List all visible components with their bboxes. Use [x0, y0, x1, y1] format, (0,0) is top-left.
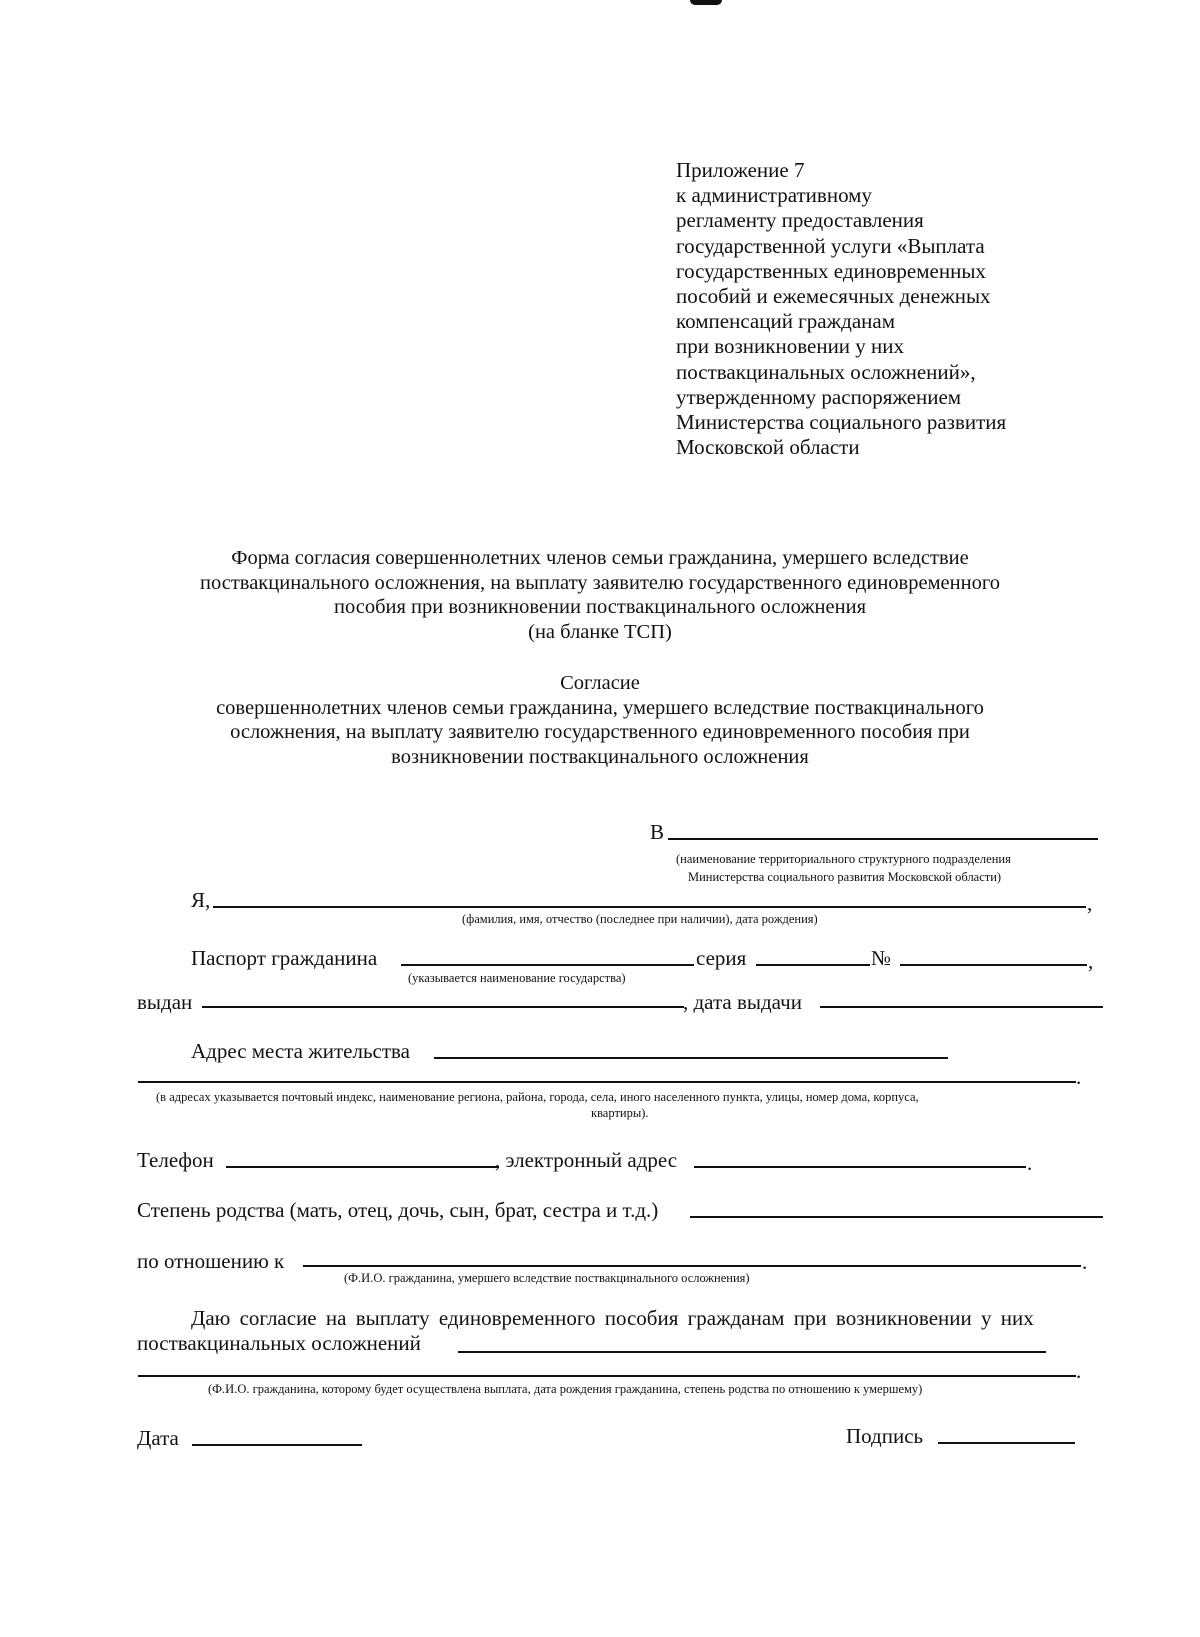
- appendix-line: государственной услуги «Выплата: [676, 233, 985, 258]
- address-end: .: [1076, 1065, 1082, 1089]
- appendix-line: регламенту предоставления: [676, 208, 924, 233]
- consent-title-line: совершеннолетних членов семьи гражданина, умершего вследствие поствакцинального: [216, 696, 984, 719]
- appendix-line: государственных единовременных: [676, 258, 986, 283]
- kinship-field[interactable]: [690, 1216, 1103, 1218]
- to-field[interactable]: [668, 838, 1098, 840]
- consent-title-line: возникновении поствакцинального осложнения: [391, 745, 809, 768]
- consent-text-2: поствакцинальных осложнений: [137, 1331, 421, 1355]
- passport-label: Паспорт гражданина: [191, 946, 378, 970]
- email-field[interactable]: [694, 1166, 1026, 1168]
- relation-hint: (Ф.И.О. гражданина, умершего вследствие поствакцинального осложнения): [344, 1271, 750, 1285]
- form-title-line: (на бланке ТСП): [528, 620, 672, 643]
- phone-label: Телефон: [137, 1148, 214, 1172]
- date-field[interactable]: [192, 1444, 362, 1446]
- i-suffix: ,: [1087, 891, 1093, 915]
- consent-recipient-field-1[interactable]: [458, 1351, 1046, 1353]
- consent-title: [130, 671, 1070, 769]
- appendix-line: к административному: [676, 183, 872, 208]
- consent-text-1: Даю согласие на выплату единовременного пособия гражданам при возникновении у них: [191, 1306, 1034, 1330]
- passport-number-field[interactable]: [900, 964, 1087, 966]
- address-label: Адрес места жительства: [191, 1039, 410, 1063]
- email-end: .: [1027, 1151, 1033, 1175]
- date-label: Дата: [137, 1426, 179, 1450]
- address-hint-2: квартиры).: [591, 1106, 649, 1120]
- issue-date-field[interactable]: [820, 1006, 1103, 1008]
- address-field-2[interactable]: [138, 1081, 1076, 1083]
- kinship-label: Степень родства (мать, отец, дочь, сын, брат, сестра и т.д.): [137, 1198, 659, 1222]
- scan-artifact-mark: [690, 0, 722, 5]
- appendix-line: при возникновении у них: [676, 334, 905, 359]
- phone-field[interactable]: [226, 1166, 499, 1168]
- series-label: серия: [696, 946, 747, 970]
- relation-label: по отношению к: [137, 1249, 285, 1273]
- signature-label: Подпись: [846, 1424, 924, 1448]
- passport-series-field[interactable]: [756, 964, 870, 966]
- appendix-line: Приложение 7: [676, 158, 805, 182]
- relation-field[interactable]: [303, 1265, 1081, 1267]
- signature-field[interactable]: [938, 1442, 1075, 1444]
- appendix-line: Московской области: [676, 435, 860, 460]
- email-label: , электронный адрес: [495, 1148, 678, 1172]
- relation-end: .: [1082, 1250, 1088, 1274]
- consent-hint: (Ф.И.О. гражданина, которому будет осуществлена выплата, дата рождения гражданина, степень родства по отношению к умершему): [208, 1382, 923, 1396]
- form-title-line: поствакцинального осложнения, на выплату заявителю государственного единовременного: [200, 571, 1000, 594]
- appendix-block: [676, 158, 1146, 460]
- consent-title-line: осложнения, на выплату заявителю государственного единовременного пособия при: [230, 721, 970, 743]
- consent-recipient-field-2[interactable]: [138, 1375, 1076, 1377]
- passport-suffix: ,: [1088, 949, 1094, 973]
- appendix-line: компенсаций гражданам: [676, 309, 895, 334]
- i-prefix: Я,: [191, 888, 211, 912]
- to-hint-2: Министерства социального развития Московской области): [688, 870, 1002, 884]
- passport-hint: (указывается наименование государства): [408, 971, 626, 985]
- address-field-1[interactable]: [434, 1057, 948, 1059]
- form-title: [130, 546, 1070, 644]
- appendix-line: пособий и ежемесячных денежных: [676, 284, 991, 309]
- consent-heading: Согласие: [560, 672, 640, 694]
- passport-state-field[interactable]: [401, 964, 694, 966]
- appendix-line: утвержденному распоряжением: [676, 384, 962, 409]
- issued-label: выдан: [137, 990, 193, 1014]
- form-title-line: пособия при возникновении поствакцинального осложнения: [333, 596, 866, 618]
- full-name-hint: (фамилия, имя, отчество (последнее при наличии), дата рождения): [462, 912, 818, 926]
- form-title-line: Форма согласия совершеннолетних членов семьи гражданина, умершего вследствие: [231, 547, 969, 569]
- issued-by-field[interactable]: [202, 1006, 684, 1008]
- issue-date-label: , дата выдачи: [683, 990, 802, 1014]
- to-hint-1: (наименование территориального структурного подразделения: [676, 852, 1011, 866]
- consent-end: .: [1076, 1359, 1082, 1383]
- appendix-line: поствакцинальных осложнений»,: [676, 359, 976, 384]
- full-name-field[interactable]: [213, 906, 1086, 908]
- appendix-line: Министерства социального развития: [676, 410, 1007, 435]
- number-label: №: [871, 946, 892, 970]
- to-prefix: В: [650, 820, 665, 844]
- address-hint-1: (в адресах указывается почтовый индекс, наименование региона, района, города, села, иного населенного пункта, улицы, номер дома, корпуса,: [156, 1090, 919, 1104]
